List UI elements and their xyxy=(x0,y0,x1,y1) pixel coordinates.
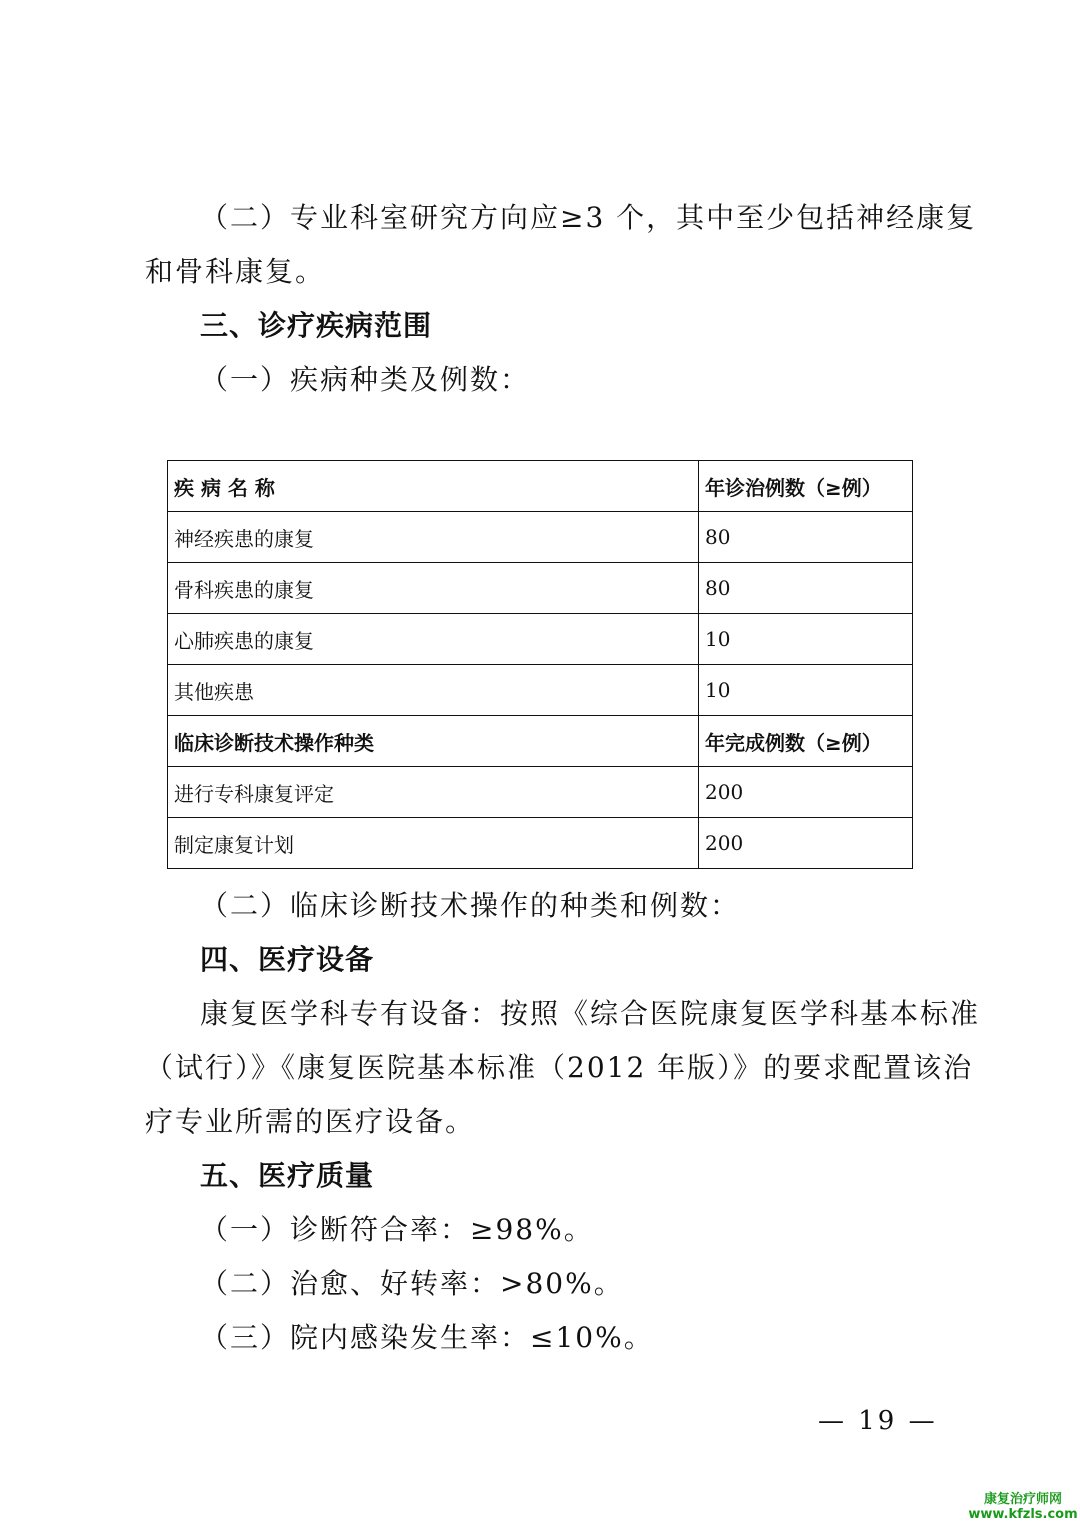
page-number: — 19 — xyxy=(818,1406,938,1436)
table-cell: 心肺疾患的康复 xyxy=(168,614,699,665)
table-header-row xyxy=(168,461,913,512)
paragraph-line: （试行）》《康复医院基本标准（2012 年版）》的要求配置该治 xyxy=(145,1051,974,1084)
paragraph-line: 和骨科康复。 xyxy=(145,255,326,288)
paragraph-line: （二）专业科室研究方向应≥3 个，其中至少包括神经康复 xyxy=(200,201,977,234)
table-header-cell: 临床诊断技术操作种类 xyxy=(168,716,699,767)
table-header-row xyxy=(168,716,913,767)
table-cell: 200 xyxy=(699,818,913,869)
section-heading: 五、医疗质量 xyxy=(200,1159,375,1192)
table-cell: 80 xyxy=(699,563,913,614)
paragraph-line: 康复医学科专有设备：按照《综合医院康复医学科基本标准 xyxy=(200,997,981,1030)
table-row xyxy=(168,665,913,716)
table-cell: 进行专科康复评定 xyxy=(168,767,699,818)
table-cell: 80 xyxy=(699,512,913,563)
subsection-title: （二）临床诊断技术操作的种类和例数： xyxy=(200,889,741,922)
watermark-title: 康复治疗师网 xyxy=(983,1492,1062,1507)
site-watermark xyxy=(968,1492,1078,1522)
table-cell: 200 xyxy=(699,767,913,818)
disease-table xyxy=(167,460,913,869)
section-heading: 四、医疗设备 xyxy=(200,943,375,976)
table-header-cell: 年诊治例数（≥例） xyxy=(699,461,913,512)
quality-item: （三）院内感染发生率：≤10%。 xyxy=(200,1321,654,1354)
table-row xyxy=(168,512,913,563)
table-cell: 其他疾患 xyxy=(168,665,699,716)
table-row xyxy=(168,818,913,869)
subsection-title: （一）疾病种类及例数： xyxy=(200,363,531,396)
quality-item: （二）治愈、好转率：>80%。 xyxy=(200,1267,624,1300)
table-row xyxy=(168,767,913,818)
table-header-cell: 疾 病 名 称 xyxy=(168,461,699,512)
section-heading: 三、诊疗疾病范围 xyxy=(200,309,433,342)
table-cell: 骨科疾患的康复 xyxy=(168,563,699,614)
watermark-url: www.kfzls.com xyxy=(968,1507,1078,1522)
table-cell: 10 xyxy=(699,614,913,665)
table-row xyxy=(168,614,913,665)
paragraph-line: 疗专业所需的医疗设备。 xyxy=(145,1105,476,1138)
table-row xyxy=(168,563,913,614)
quality-item: （一）诊断符合率：≥98%。 xyxy=(200,1213,594,1246)
table-cell: 10 xyxy=(699,665,913,716)
table-cell: 制定康复计划 xyxy=(168,818,699,869)
table-cell: 神经疾患的康复 xyxy=(168,512,699,563)
table-header-cell: 年完成例数（≥例） xyxy=(699,716,913,767)
